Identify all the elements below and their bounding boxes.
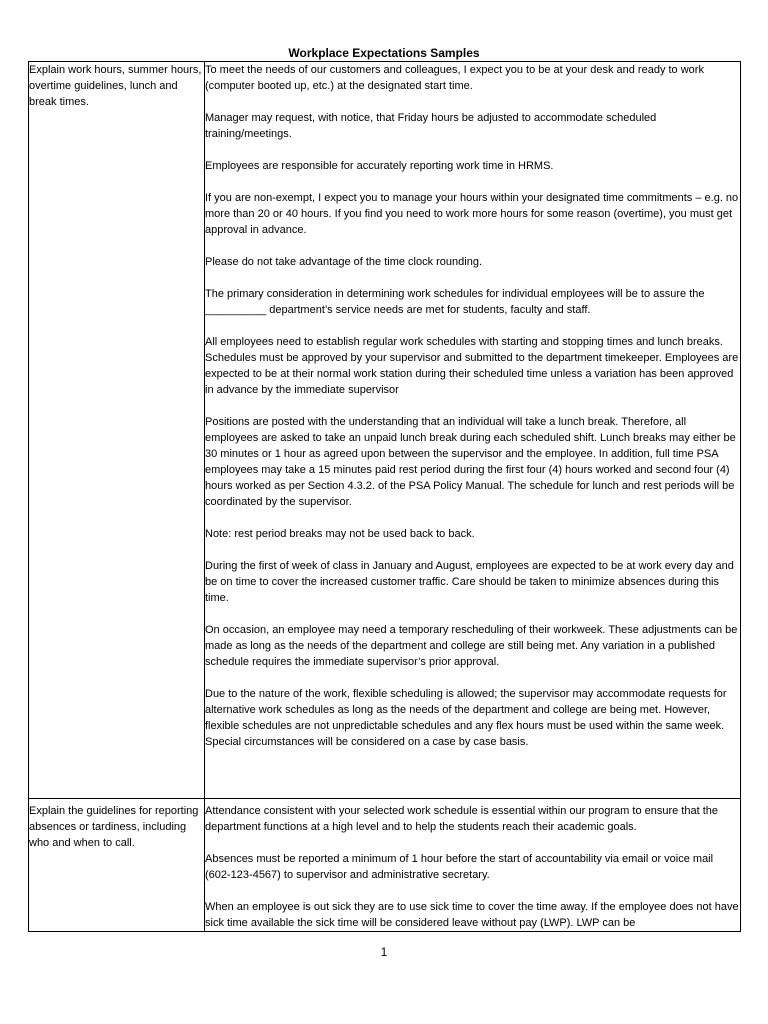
paragraph: To meet the needs of our customers and colleagues, I expect you to be at your desk and ready to work (computer booted up, etc.) at the designated start time. bbox=[205, 64, 704, 92]
paragraph: Please do not take advantage of the time clock rounding. bbox=[205, 256, 483, 268]
row-label-absences: Explain the guidelines for reporting absences or tardiness, including who and when to call. bbox=[29, 799, 205, 932]
row-content-work-hours bbox=[205, 62, 741, 799]
paragraph: Manager may request, with notice, that Friday hours be adjusted to accommodate scheduled training/meetings. bbox=[205, 112, 657, 140]
paragraph: The primary consideration in determining work schedules for individual employees will be to assure the __________ department’s service needs are met for students, faculty and staff. bbox=[205, 288, 705, 316]
table-row bbox=[29, 62, 741, 799]
paragraph: Attendance consistent with your selected work schedule is essential within our program to ensure that the department functions at a high level and to help the students reach their academic goals. bbox=[205, 805, 718, 833]
paragraph: When an employee is out sick they are to use sick time to cover the time away. If the employee does not have sick time available the sick time will be considered leave without pay (LWP). LWP can be bbox=[205, 901, 739, 929]
paragraph: On occasion, an employee may need a temporary rescheduling of their workweek. These adjustments can be made as long as the needs of the department and college are still being met. Any variation in a published schedule requires the immediate supervisor’s prior approval. bbox=[205, 624, 738, 668]
table-row bbox=[29, 799, 741, 932]
paragraph: Due to the nature of the work, flexible scheduling is allowed; the supervisor may accommodate requests for alternative work schedules as long as the needs of the department and college are being met. However, flexible schedules are not unpredictable schedules and any flex hours must be used within the same week. Special circumstances will be considered on a case by case basis. bbox=[205, 688, 727, 748]
paragraph: Employees are responsible for accurately reporting work time in HRMS. bbox=[205, 160, 554, 172]
paragraph: If you are non-exempt, I expect you to manage your hours within your designated time commitments – e.g. no more than 20 or 40 hours. If you find you need to work more hours for some reason (overtime), you must get approval in advance. bbox=[205, 192, 739, 236]
paragraph: During the first of week of class in January and August, employees are expected to be at work every day and be on time to cover the increased customer traffic. Care should be taken to minimize absences during this time. bbox=[205, 560, 734, 604]
paragraph: Positions are posted with the understanding that an individual will take a lunch break. Therefore, all employees are asked to take an unpaid lunch break during each scheduled shift. Lunch breaks may either be 30 minutes or 1 hour as agreed upon between the supervisor and the employee. In addition, full time PSA employees may take a 15 minutes paid rest period during the first four (4) hours worked and second four (4) hours worked as per Section 4.3.2. of the PSA Policy Manual. The schedule for lunch and rest periods will be coordinated by the supervisor. bbox=[205, 416, 736, 508]
document-title: Workplace Expectations Samples bbox=[288, 46, 480, 60]
paragraph: Absences must be reported a minimum of 1 hour before the start of accountability via email or voice mail (602-123-4567) to supervisor and administrative secretary. bbox=[205, 853, 714, 881]
paragraph: All employees need to establish regular work schedules with starting and stopping times and lunch breaks. Schedules must be approved by your supervisor and submitted to the department timekeeper. Employees are expected to be at their normal work station during their scheduled time unless a variation has been approved in advance by the immediate supervisor bbox=[205, 336, 739, 396]
paragraph: Note: rest period breaks may not be used back to back. bbox=[205, 528, 475, 540]
page-number: 1 bbox=[380, 945, 388, 959]
row-content-absences bbox=[205, 799, 741, 932]
row-label-work-hours: Explain work hours, summer hours, overtime guidelines, lunch and break times. bbox=[29, 62, 205, 799]
expectations-table bbox=[28, 61, 741, 932]
